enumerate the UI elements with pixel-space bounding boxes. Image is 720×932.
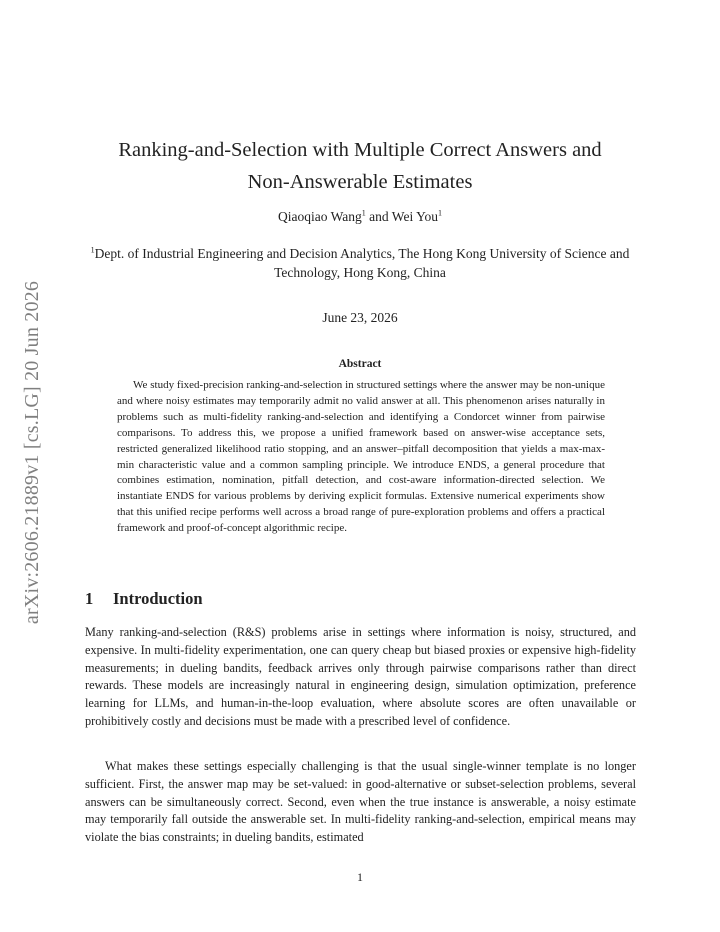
section-title: Introduction (113, 589, 203, 608)
section-heading (85, 589, 203, 609)
section-number: 1 (85, 589, 94, 608)
arxiv-identifier: arXiv:2606.21889v1 [cs.LG] 20 Jun 2026 (21, 280, 44, 624)
body-paragraph: What makes these settings especially challenging is that the usual single-winner template is no longer sufficient. First, the answer map may be set-valued: in good-alternative or subset-selection problems, several answers can be simultaneously correct. Second, even when the true instance is answerable, a noisy estimate may temporarily fall outside the answerable set. In multi-fidelity ranking-and-selection, empirical means may violate the bias constraints; in dueling bandits, estimated (85, 759, 636, 845)
title-line-1: Ranking-and-Selection with Multiple Correct Answers and (118, 139, 602, 161)
affiliation-text: Dept. of Industrial Engineering and Decision Analytics, The Hong Kong University of Science and Technology, Hong Kong, China (94, 246, 630, 280)
affiliation-mark: 1 (437, 208, 442, 218)
affiliation (85, 244, 635, 282)
paper-title (85, 134, 635, 198)
publication-date: June 23, 2026 (322, 310, 398, 325)
title-line-2: Non-Answerable Estimates (247, 171, 473, 193)
abstract-body: We study fixed-precision ranking-and-selection in structured settings where the answer may be non-unique and where noisy estimates may temporarily admit no valid answer at all. This phenomenon arises naturally in problems such as multi-fidelity ranking-and-selection and identifying a Condorcet winner from pairwise comparisons. To address this, we propose a unified framework based on answer-wise acceptance sets, restricted generalized likelihood ratio stopping, and an answer–pitfall decomposition that yields a max-max-min characteristic value and a common sampling principle. We introduce ENDS, a general procedure that combines estimation, nomination, pitfall detection, and cost-aware information-directed selection. We instantiate ENDS for various problems by deriving explicit formulas. Extensive numerical experiments show that this unified recipe performs well across a broad range of pure-exploration problems and offers a practical framework and proof-of-concept algorithmic recipe. (117, 379, 605, 535)
arxiv-identifier-stamp (20, 262, 46, 642)
author-name: Wei You (391, 209, 438, 224)
body-paragraph: Many ranking-and-selection (R&S) problems arise in settings where information is noisy, structured, and expensive. In multi-fidelity experimentation, one can query cheap but biased proxies or expensive high-fidelity measurements; in dueling bandits, feedback arrives only through pairwise comparisons rather than direct rewards. These models are increasingly natural in engineering design, simulation optimization, preference learning for LLMs, and human-in-the-loop evaluation, where absolute scores are often unavailable or prohibitively costly and decisions must be made with a prescribed level of confidence. (85, 625, 636, 728)
affiliation-mark: 1 (90, 245, 95, 255)
abstract-heading: Abstract (338, 358, 382, 370)
affiliation-mark: 1 (361, 208, 366, 218)
author-conjunction: and (365, 209, 392, 224)
author-name: Qiaoqiao Wang (278, 209, 362, 224)
author-list (85, 209, 635, 225)
page-number: 1 (357, 870, 363, 884)
